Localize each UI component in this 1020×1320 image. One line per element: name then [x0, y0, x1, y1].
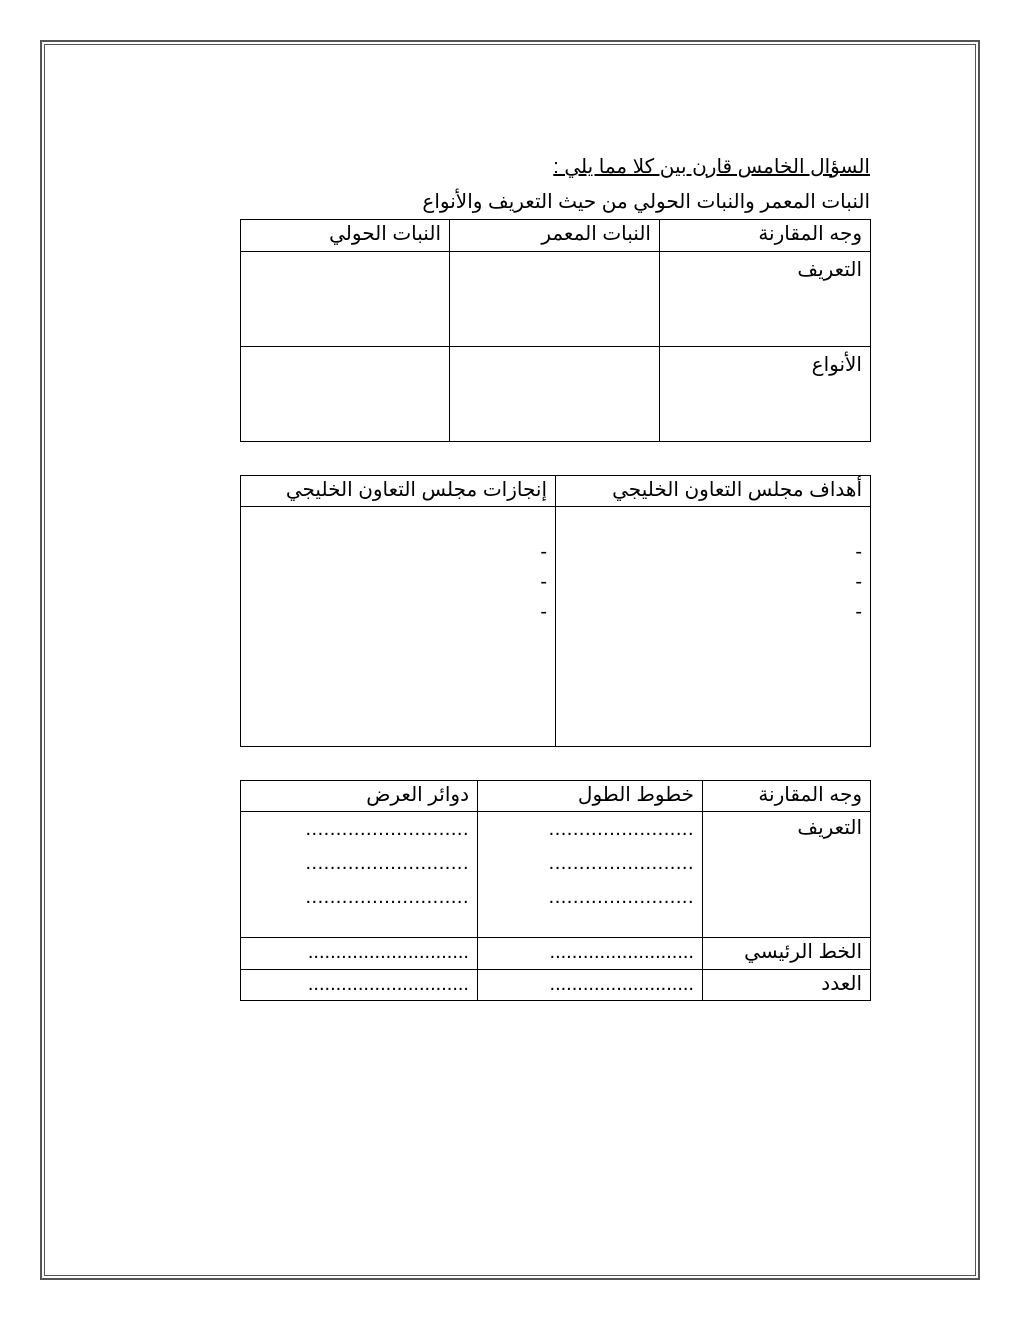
dotted-line: ........................	[548, 886, 694, 908]
answer-cell	[241, 347, 450, 442]
dotted-line: ..........................	[478, 938, 703, 970]
dash-line: -	[855, 601, 862, 623]
question-subtitle: النبات المعمر والنبات الحولي من حيث التعريف والأنواع	[422, 191, 870, 213]
dash-line: -	[540, 601, 547, 623]
dotted-line: .............................	[241, 970, 478, 1001]
latitude-definition-cell	[241, 812, 478, 938]
dash-line: -	[855, 571, 862, 593]
header-latitude-circles: دوائر العرض	[241, 781, 478, 812]
gcc-table	[240, 475, 871, 747]
longitude-latitude-table	[240, 780, 871, 1001]
header-longitude-lines: خطوط الطول	[478, 781, 703, 812]
dotted-line: ...........................	[305, 886, 469, 908]
dash-line: -	[540, 571, 547, 593]
header-gcc-achievements: إنجازات مجلس التعاون الخليجي	[241, 476, 556, 507]
longitude-definition-cell	[478, 812, 703, 938]
dotted-line: ...........................	[305, 852, 469, 874]
header-comparison-aspect: وجه المقارنة	[660, 220, 871, 252]
plants-comparison-table	[240, 219, 871, 442]
answer-cell	[450, 252, 660, 347]
gcc-achievements-cell	[241, 507, 556, 747]
header-comparison-aspect: وجه المقارنة	[703, 781, 871, 812]
header-perennial-plant: النبات المعمر	[450, 220, 660, 252]
header-annual-plant: النبات الحولي	[241, 220, 450, 252]
row-label-definition: التعريف	[703, 812, 871, 938]
dash-line: -	[540, 541, 547, 563]
dotted-line: ..........................	[478, 970, 703, 1001]
dotted-line: ...........................	[305, 818, 469, 840]
answer-cell	[241, 252, 450, 347]
header-gcc-goals: أهداف مجلس التعاون الخليجي	[556, 476, 871, 507]
row-label-types: الأنواع	[660, 347, 871, 442]
dash-line: -	[855, 541, 862, 563]
row-label-count: العدد	[703, 970, 871, 1001]
answer-cell	[450, 347, 660, 442]
dotted-line: .............................	[241, 938, 478, 970]
question-title: السؤال الخامس قارن بين كلا مما يلي :	[553, 156, 870, 178]
dotted-line: ........................	[548, 818, 694, 840]
row-label-definition: التعريف	[660, 252, 871, 347]
gcc-goals-cell	[556, 507, 871, 747]
dotted-line: ........................	[548, 852, 694, 874]
row-label-main-line: الخط الرئيسي	[703, 938, 871, 970]
